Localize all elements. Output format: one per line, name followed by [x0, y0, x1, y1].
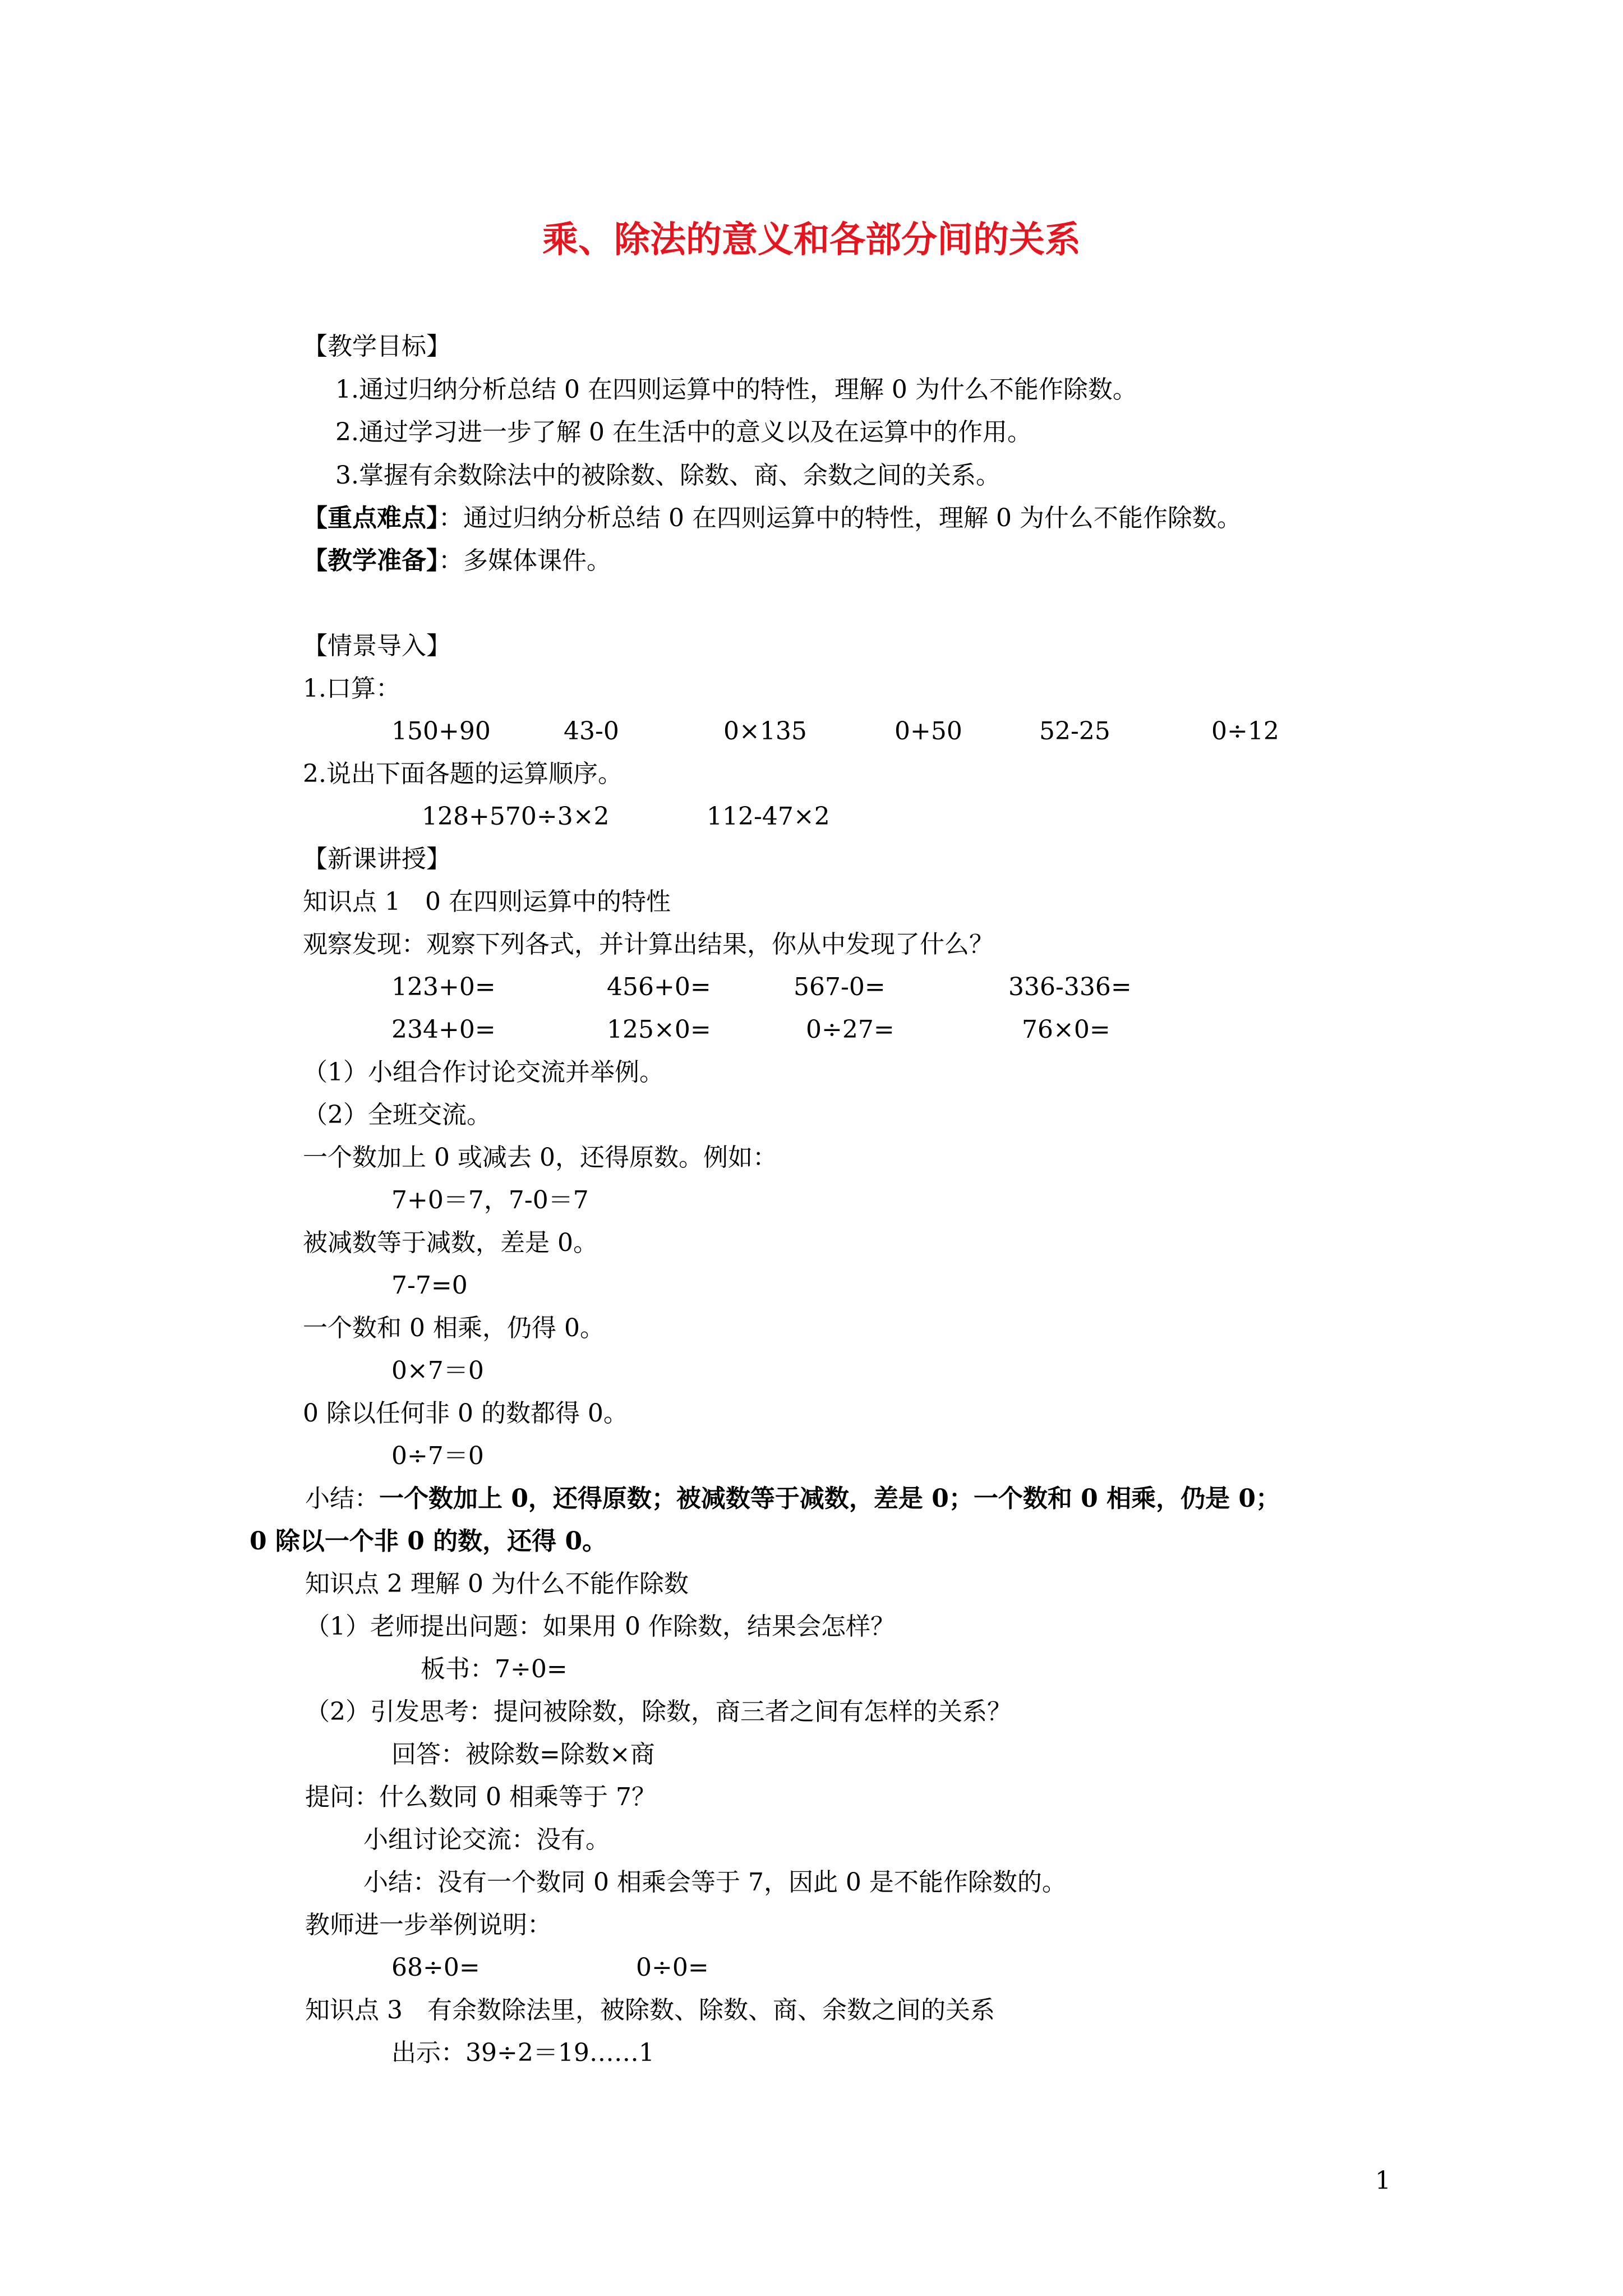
preparation-line — [303, 545, 611, 577]
rule-text: 0 除以任何非 0 的数都得 0。 — [303, 1399, 628, 1428]
oral-item: 0×135 — [723, 717, 807, 746]
exercise-item: 125×0= — [607, 1015, 711, 1044]
exercise-item: 76×0= — [1022, 1015, 1110, 1044]
step-text: （2）全班交流。 — [303, 1101, 491, 1129]
summary-label: 小结： — [305, 1484, 379, 1513]
rule-text: 一个数加上 0 或减去 0，还得原数。例如： — [303, 1143, 777, 1172]
exercise-item: 336-336= — [1008, 973, 1132, 1001]
goal-item: 2.通过学习进一步了解 0 在生活中的意义以及在运算中的作用。 — [335, 418, 1032, 447]
teacher-text: 教师进一步举例说明： — [305, 1911, 552, 1939]
lesson-heading: 【新课讲授】 — [303, 845, 451, 873]
knowledge-point-3: 知识点 3 有余数除法里，被除数、除数、商、余数之间的关系 — [305, 1996, 995, 2024]
summary-text: 一个数加上 0，还得原数；被减数等于减数，差是 0；一个数和 0 相乘，仍是 0； — [379, 1484, 1281, 1513]
preparation-text: ：多媒体课件。 — [439, 546, 611, 575]
oral-item: 52-25 — [1039, 717, 1110, 746]
intro-question-2: 2.说出下面各题的运算顺序。 — [303, 760, 623, 788]
example-item: 0÷0= — [636, 1953, 709, 1982]
key-points-text: ：通过归纳分析总结 0 在四则运算中的特性，理解 0 为什么不能作除数。 — [439, 504, 1242, 532]
exercise-item: 123+0= — [391, 973, 496, 1001]
step-text: （1）小组合作讨论交流并举例。 — [303, 1058, 664, 1087]
goal-item: 1.通过归纳分析总结 0 在四则运算中的特性，理解 0 为什么不能作除数。 — [335, 375, 1137, 404]
exercise-item: 0÷27= — [806, 1015, 895, 1044]
summary-text: 小结：没有一个数同 0 相乘会等于 7，因此 0 是不能作除数的。 — [363, 1868, 1067, 1897]
board-text: 板书：7÷0= — [421, 1655, 568, 1683]
step-text: （1）老师提出问题：如果用 0 作除数，结果会怎样？ — [305, 1612, 895, 1641]
order-item: 128+570÷3×2 — [422, 802, 610, 831]
preparation-label: 【教学准备】 — [303, 546, 439, 575]
question-text: 提问：什么数同 0 相乘等于 7？ — [305, 1783, 656, 1811]
oral-item: 43-0 — [564, 717, 619, 746]
exercise-item: 456+0= — [607, 973, 711, 1001]
oral-item: 0+50 — [895, 717, 962, 746]
order-item: 112-47×2 — [707, 802, 830, 831]
goals-heading: 【教学目标】 — [303, 332, 451, 361]
oral-item: 0÷12 — [1211, 717, 1279, 746]
example-item: 68÷0= — [391, 1953, 480, 1982]
group-text: 小组讨论交流：没有。 — [363, 1825, 610, 1854]
summary-line — [305, 1483, 1280, 1515]
knowledge-point-1: 知识点 1 0 在四则运算中的特性 — [303, 887, 671, 916]
observe-text: 观察发现：观察下列各式，并计算出结果，你从中发现了什么？ — [303, 930, 994, 959]
example-text: 7+0＝7，7-0＝7 — [391, 1186, 589, 1214]
show-text: 出示：39÷2＝19……1 — [391, 2039, 654, 2067]
rule-text: 一个数和 0 相乘，仍得 0。 — [303, 1314, 605, 1342]
oral-item: 150+90 — [391, 717, 491, 746]
goal-item: 3.掌握有余数除法中的被除数、除数、商、余数之间的关系。 — [335, 461, 1000, 490]
rule-text: 被减数等于减数，差是 0。 — [303, 1228, 598, 1257]
example-text: 0×7＝0 — [391, 1356, 484, 1385]
exercise-item: 234+0= — [391, 1015, 496, 1044]
key-points-line — [303, 503, 1242, 534]
step-text: （2）引发思考：提问被除数，除数，商三者之间有怎样的关系？ — [305, 1697, 1012, 1726]
key-points-label: 【重点难点】 — [303, 504, 439, 532]
intro-question-1: 1.口算： — [303, 674, 400, 703]
exercise-item: 567-0= — [794, 973, 886, 1001]
example-text: 7-7=0 — [391, 1271, 468, 1300]
answer-text: 回答：被除数=除数×商 — [391, 1740, 655, 1769]
intro-heading: 【情景导入】 — [303, 632, 451, 660]
document-title: 乘、除法的意义和各部分间的关系 — [542, 219, 1081, 261]
knowledge-point-2: 知识点 2 理解 0 为什么不能作除数 — [305, 1570, 689, 1598]
page-number: 1 — [1375, 2166, 1391, 2195]
example-text: 0÷7＝0 — [391, 1442, 484, 1470]
summary-text-continued: 0 除以一个非 0 的数，还得 0。 — [250, 1527, 607, 1556]
